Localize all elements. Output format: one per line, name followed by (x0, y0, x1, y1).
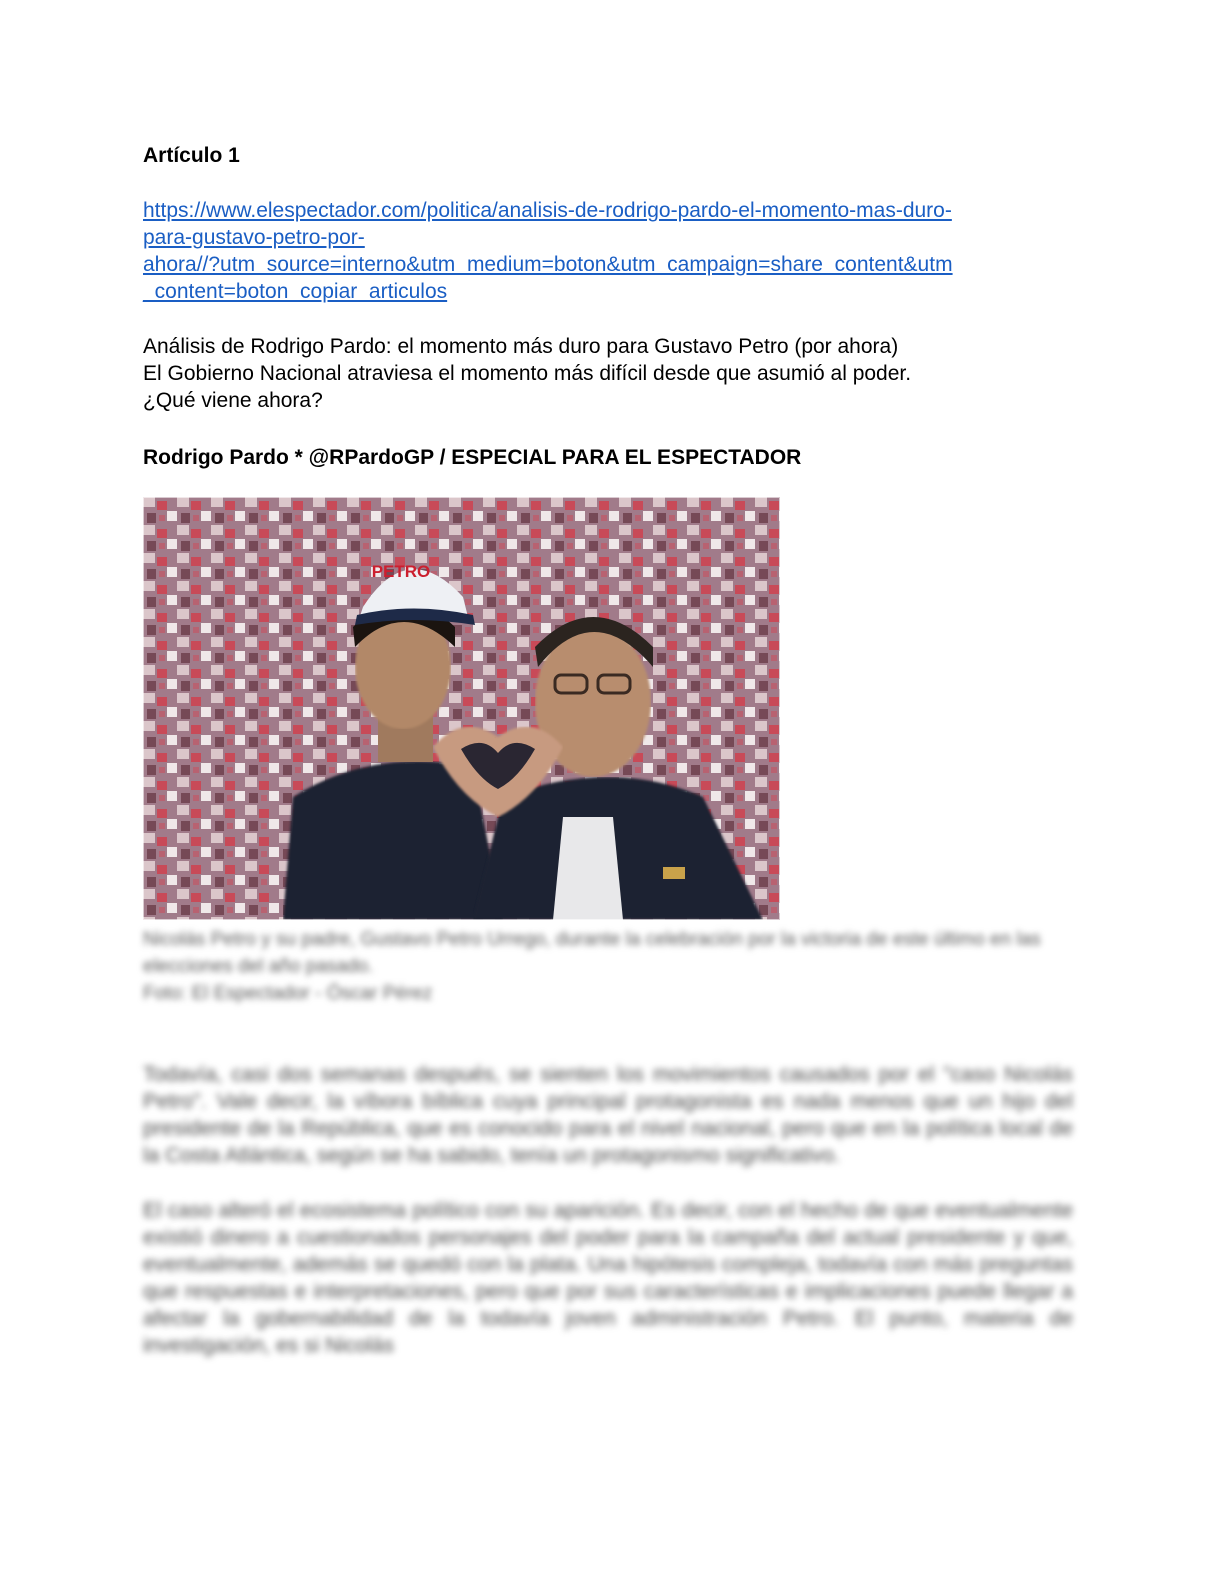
article-photo (143, 497, 780, 920)
document-page (143, 140, 1078, 1359)
headline: Análisis de Rodrigo Pardo: el momento más duro para Gustavo Petro (por ahora) (143, 335, 899, 358)
link-line: https://www.elespectador.com/politica/analisis-de-rodrigo-pardo-el-momento-mas-duro- (143, 199, 952, 222)
article-label: Artículo 1 (143, 144, 240, 167)
link-line: para-gustavo-petro-por- (143, 226, 365, 249)
photo-caption (143, 926, 1048, 1007)
cap-logo-text: PETRO (371, 562, 431, 581)
link-line: _content=boton_copiar_articulos (143, 280, 448, 303)
body-paragraph: Todavía, casi dos semanas después, se sienten los movimientos causados por el "caso Nicolás Petro". Vale decir, la víbora bíblica cuya principal protagonista es nada menos que un hijo del presidente de la República, que es conocido para el nivel nacional, pero que en la política local de la Costa Atlántica, según se ha sabido, tenía un protagonismo significativo. (143, 1063, 1073, 1167)
caption-credit: Foto: El Espectador - Óscar Pérez (143, 983, 433, 1004)
subheadline-line: ¿Qué viene ahora? (143, 389, 323, 412)
subheadline-line: El Gobierno Nacional atraviesa el momento más difícil desde que asumió al poder. (143, 362, 912, 385)
article-link[interactable] (143, 197, 1078, 305)
headline-block (143, 333, 1078, 414)
caption-text: Nicolás Petro y su padre, Gustavo Petro Urrego, durante la celebración por la victoria de este último en las elecciones del año pasado. (143, 929, 1041, 977)
byline: Rodrigo Pardo * @RPardoGP / ESPECIAL PARA EL ESPECTADOR (143, 446, 802, 469)
link-line: ahora//?utm_source=interno&utm_medium=boton&utm_campaign=share_content&utm (143, 253, 953, 276)
body-paragraph: El caso alteró el ecosistema político con su aparición. Es decir, con el hecho de que eventualmente existió dinero a cuestionados personajes del poder para la campaña del actual presidente y que, eventualmente, además se quedó con la plata. Una hipótesis compleja, todavía con más preguntas que respuestas e interpretaciones, pero que por sus características e implicaciones puede llegar a afectar la gobernabilidad de la todavía joven administración Petro. El punto, materia de investigación, es si Nicolás (143, 1199, 1073, 1357)
